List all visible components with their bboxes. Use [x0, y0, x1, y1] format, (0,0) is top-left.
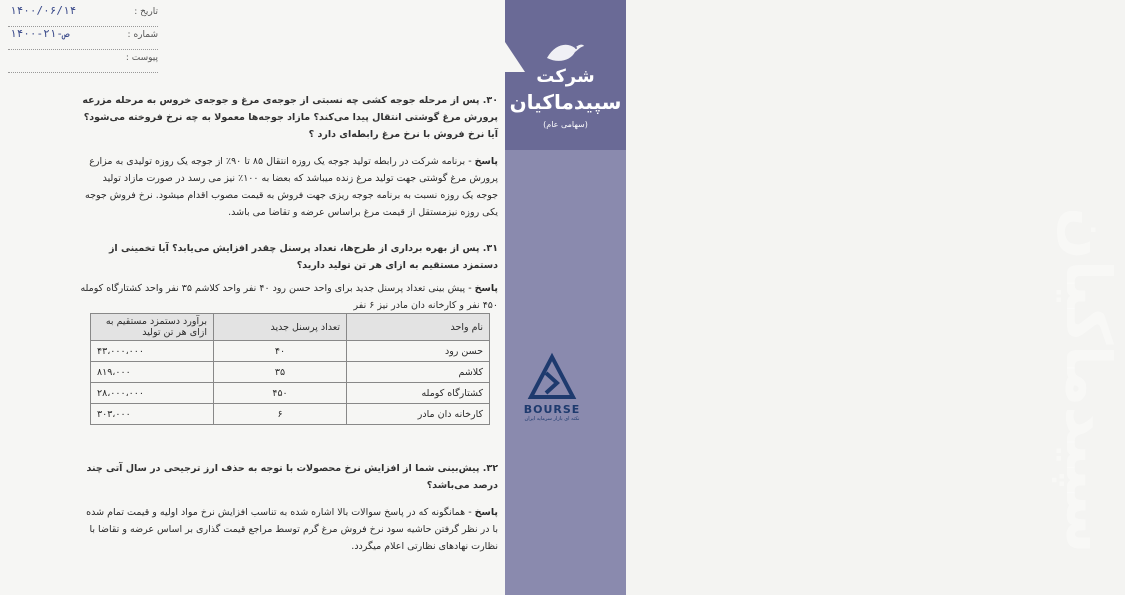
cell-unit-name: کشتارگاه کومله	[347, 383, 490, 404]
number-label: شماره :	[127, 30, 158, 40]
cell-unit-name: حسن رود	[347, 341, 490, 362]
bourse-triangle-icon	[529, 355, 575, 399]
date-label: تاریخ :	[134, 7, 158, 17]
answer-32-label: پاسخ	[474, 507, 498, 518]
table-row	[91, 341, 490, 362]
number-value: ۱۴۰۰-ص-۲۱	[10, 27, 70, 40]
question-32: ۳۲. پیش‌بینی شما از افزایش نرخ محصولات با توجه به حذف ارز ترجیحی در سال آتی چند درصد می‌باشد؟	[86, 463, 498, 491]
question-32-block	[78, 460, 498, 555]
cell-personnel: ۴۵۰	[214, 383, 347, 404]
cell-wage: ۳۰۳،۰۰۰	[91, 404, 214, 425]
company-name: سپیدماکیان	[509, 90, 622, 114]
bird-logo-icon	[545, 40, 585, 66]
header-unit-name: نام واحد	[347, 314, 490, 341]
company-banner	[505, 0, 1125, 595]
cell-personnel: ۶	[214, 404, 347, 425]
banner-notch	[505, 42, 525, 72]
company-type: (سهامی عام)	[543, 120, 588, 129]
company-word: شرکت	[536, 66, 595, 87]
cell-personnel: ۴۰	[214, 341, 347, 362]
answer-31-text: - پیش بینی تعداد پرسنل جدید برای واحد حسن رود ۴۰ نفر واحد کلاشم ۳۵ نفر واحد کشتارگاه کومله ۴۵۰ نفر و کارخانه دان مادر نیز ۶ نفر	[80, 283, 498, 311]
question-30-block	[78, 92, 498, 221]
attachment-label: پیوست :	[125, 53, 158, 63]
answer-32-text: - همانگونه که در پاسخ سوالات بالا اشاره شده به تناسب افزایش نرخ مواد اولیه و قیمت تمام شده با در نظر گرفتن حاشیه سود نرخ فروش مرغ گرم توسط مراجع قیمت گذاری بر اساس عرضه و تقاضا با نظارت نهادهای نظارتی اعلام میگردد.	[86, 507, 498, 552]
cell-unit-name: کلاشم	[347, 362, 490, 383]
table-row	[91, 383, 490, 404]
bourse-logo-text: BOURSE	[523, 403, 581, 416]
table-row	[91, 404, 490, 425]
cell-wage: ۲۸،۰۰۰،۰۰۰	[91, 383, 214, 404]
answer-30	[78, 153, 498, 221]
answer-31	[78, 280, 498, 314]
header-direct-wage: برآورد دستمزد مستقیم به ازای هر تن تولید	[91, 314, 214, 341]
question-31-block	[78, 240, 498, 314]
header-new-personnel: تعداد پرسنل جدید	[214, 314, 347, 341]
date-value: ۱۴۰۰/۰۶/۱۴	[10, 4, 77, 17]
bourse-logo-subtext: نکته ای بازار سرمایه ایران	[524, 416, 580, 422]
answer-31-label: پاسخ	[474, 283, 498, 294]
cell-unit-name: کارخانه دان مادر	[347, 404, 490, 425]
answer-30-text: - برنامه شرکت در رابطه تولید جوجه یک روزه انتقال ۸۵ تا ۹۰٪ از جوجه یک روزه تولیدی به مزارع پرورش مرغ گوشتی جهت تولید مرغ زنده میباشد که بعضا به ۱۰۰٪ نیز می رسد در صورت مازاد تولید جوجه یک روزه نسبت به برنامه جوجه ریزی جهت فروش به قیمت مصوب اقدام میشود. نرخ فروش جوجه یکی روزه نیزمستقل از قیمت مرغ براساس عرضه و تقاضا می باشد.	[85, 156, 498, 218]
letter-header-fields	[8, 4, 158, 73]
attachment-field	[8, 50, 158, 73]
cell-personnel: ۳۵	[214, 362, 347, 383]
banner-watermark: سپیدماکیان	[1052, 206, 1125, 554]
cell-wage: ۴۳،۰۰۰،۰۰۰	[91, 341, 214, 362]
number-field	[8, 27, 158, 50]
bourse-logo	[512, 355, 592, 422]
personnel-table	[90, 313, 490, 425]
answer-32	[78, 504, 498, 555]
question-30: ۳۰. پس از مرحله جوجه کشی چه نسبتی از جوجه‌ی مرغ و جوجه‌ی خروس به مرحله مزرعه پرورش مرغ گوشتی انتقال پیدا می‌کند؟ مازاد جوجه‌ها معمولا به چه نرخ فروخته می‌شود؟ آیا نرخ فروش با نرخ مرغ رابطه‌ای دارد ؟	[82, 95, 498, 140]
table-row	[91, 362, 490, 383]
question-31: ۳۱. پس از بهره برداری از طرح‌ها، تعداد پرسنل چقدر افزایش می‌یابد؟ آیا تخمینی از دستمزد مستقیم به ازای هر تن تولید دارید؟	[108, 243, 498, 271]
date-field	[8, 4, 158, 27]
table-header-row	[91, 314, 490, 341]
answer-30-label: پاسخ	[474, 156, 498, 167]
cell-wage: ۸۱۹،۰۰۰	[91, 362, 214, 383]
